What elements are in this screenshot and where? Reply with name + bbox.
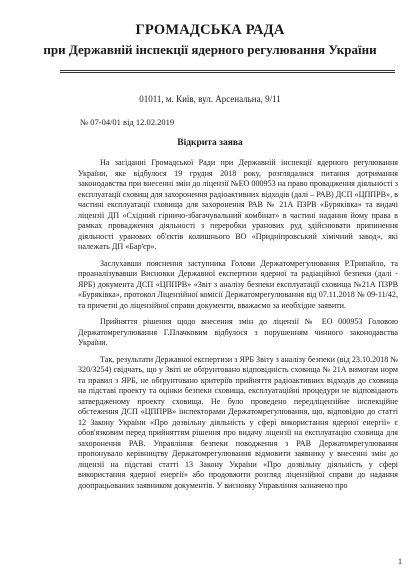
document-title: Відкрита заява — [177, 138, 243, 148]
paragraph: Заслухавши пояснення заступника Голови Держатомрегулювання Р.Трипайло, та проаналізувавши Висновки Державної експертизи ядерної та радіаційної безпеки (далі - ЯРБ) документа ДСП «ЦППРВ» «Звіт з аналізу безпеки експлуатації сховища №21А ПЗРВ «Буряківка», протокол Ліцензійної комісії Держатомрегулювання від 07.11.2018 № 09-11/42, та причетні до ліцензійної справи документи, вважаємо за необхідне заявити. — [78, 258, 398, 310]
header-divider — [60, 70, 395, 71]
page-number: 1 — [398, 557, 402, 566]
document-body — [78, 158, 398, 497]
paragraph: Прийняття рішення щодо внесення змін до ліцензії № ЕО 000953 Головою Держатомрегулювання Г.Плачковим відбулося з порушенням чинного законодавства України. — [78, 317, 398, 347]
letter-number: № 07-04/01 від 12.02.2019 — [80, 117, 175, 127]
paragraph: На засіданні Громадської Ради при Державній інспекції ядерного регулювання України, яке відбулося 19 грудня 2018 року, розглядалися питання дотримання законодавства при внесенні змін до ліцензії №ЕО 000953 на право провадження діяльності з експлуатації сховищ для захоронення радіоактивних відходів (далі – РАВ) ДСП «ЦППРВ», в частині експлуатації сховища для захоронення РАВ № 21А ПЗРВ «Буряківка» та видачі ліцензії ДП «Східний гірничо-збагачувальний комбінат» в частині надання йому права в рамках провадження діяльності з переробки уранових руд здійснювати припинення діяльності уранових об'єктів колишнього ВО «Придніпровський хімічний завод», які належать ДП «Бар'єр». — [78, 158, 398, 251]
header-divider-secondary — [60, 72, 395, 73]
paragraph: Так, результати Державної експертизи з ЯРБ Звіту з аналізу безпеки (від 23.10.2018 № 320/3254) свідчать, що у Звіті не обґрунтовано відповідність сховища № 21А вимогам норм та правил з ЯРБ, не обґрунтовано критеріїв прийняття радіоактивних відходів до сховища на підставі проекту та оцінки безпеки сховища, експлуатаційні процедури не відповідають затвердженому проекту сховища. Не було проведено передліцензійне інспекційне обстеження ДСП «ЦППРВ» інспекторами Держатомрегулювання, що, відповідно до статті 12 Закону України «Про дозвільну діяльність у сфері використання ядерної енергії» є обов'язковим перед прийняттям рішення про видачу ліцензії на експлуатацію сховища для захоронення РАВ. Управління безпеки поводження з РАВ Держатомрегулювання пропонувало керівництву Держатомрегулювання відмовити заявнику у внесенні змін до ліцензії на підставі статті 13 Закону України «Про дозвільну діяльність у сфері використання ядерної енергії» або продовжити розгляд ліцензійної справи до надання доопрацьованих заявником документів. У висновку Управління зазначено про — [78, 354, 399, 490]
address: 01011, м. Київ, вул. Арсенальна, 9/11 — [139, 94, 281, 104]
org-name: ГРОМАДСЬКА РАДА — [135, 22, 285, 38]
org-subtitle: при Державній інспекції ядерного регулювання України — [43, 42, 377, 57]
